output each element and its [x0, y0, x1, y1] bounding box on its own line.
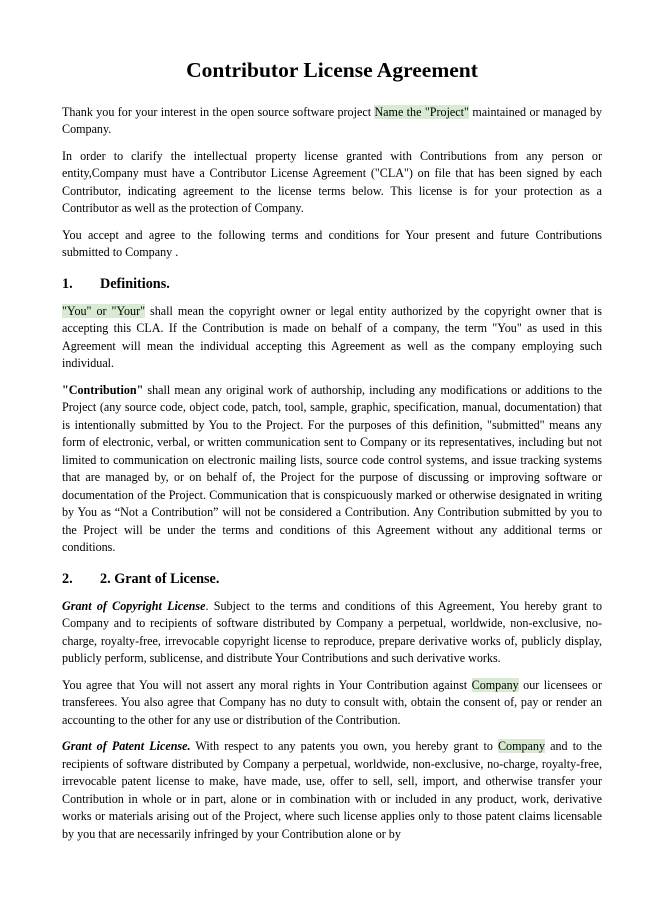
intro-paragraph-1 [62, 104, 602, 139]
patent-license-term: Grant of Patent License. [62, 739, 191, 754]
intro-text-after: maintained or managed by Company. [62, 104, 602, 137]
definition-text-contribution: shall mean any original work of authorship, including any modifications or additions to the Project (any source code, object code, patch, tool, sample, graphic, specification, manual, documentation) that is intentionally submitted by You to the Project. For the purposes of this definition, "submitted" means any form of electronic, verbal, or written communication sent to Company or its representatives, including but not limited to communication on electronic mailing lists, source code control systems, and issue tracking systems that are managed by, or on behalf of, the Project for the purpose of discussing or improving software or documentation of the Project. Communication that is conspicuously marked or otherwise designated in writing by You as “Not a Contribution” will not be considered a Contribution. Any Contribution submitted by you to the Project will be under the terms and conditions of this Agreement without any additional terms or conditions. [62, 382, 602, 555]
section-heading-grant [62, 570, 602, 588]
intro-paragraph-3: You accept and agree to the following terms and conditions for Your present and future Contributions submitted to Company . [62, 227, 602, 260]
definition-term-you: "You" or "Your" [62, 303, 146, 318]
project-name-highlight: Name the "Project" [374, 104, 469, 119]
company-highlight: Company [497, 739, 546, 754]
intro-text-before: Thank you for your interest in the open source software project [62, 104, 375, 119]
moral-rights-text-after: our licensees or transferees. You also agree that Company has no duty to consult with, obtain the consent of, pay or render an accounting to the other for any use or distribution of the Contribution. [62, 677, 603, 727]
intro-paragraph-2: In order to clarify the intellectual property license granted with Contributions from any person or entity,Company must have a Contributor License Agreement ("CLA") on file that has been signed by each Contributor, indicating agreement to the license terms below. This license is for your protection as a Contributor as well as the protection of Company. [62, 148, 602, 216]
section-title: 2. Grant of License. [100, 570, 220, 587]
definition-term-contribution: "Contribution" [62, 382, 144, 397]
copyright-license-term: Grant of Copyright License [62, 598, 206, 613]
copyright-license-text: . Subject to the terms and conditions of this Agreement, You hereby grant to Company and to recipients of software distributed by Company a perpetual, worldwide, non-exclusive, no-charge, royalty-free, irrevocable copyright license to reproduce, prepare derivative works of, publicly display, publicly perform, sublicense, and distribute Your Contributions and such derivative works. [62, 598, 602, 666]
document-page [62, 58, 602, 852]
company-highlight: Company [471, 677, 519, 692]
moral-rights-paragraph [62, 677, 602, 730]
definition-text-you: shall mean the copyright owner or legal entity authorized by the copyright owner that is accepting this CLA. If the Contribution is made on behalf of a company, the term "You" as used in this Agreement will mean the individual accepting this Agreement as well as the company employing such individual. [62, 303, 602, 371]
section-title: Definitions. [100, 275, 170, 292]
definition-you [62, 303, 602, 373]
patent-license-text-after: and to the recipients of software distributed by Company a perpetual, worldwide, non-exclusive, no-charge, royalty-free, irrevocable patent license to make, have made, use, offer to sell, sell, import, and otherwise transfer your Contribution in whole or in part, alone or in combination with or included in any product, work, derivative works or materials arising out of the Project, where such license applies only to those patent claims licensable by you that are necessarily infringed by your Contribution alone or by [62, 739, 602, 841]
moral-rights-text-before: You agree that You will not assert any moral rights in Your Contribution against [62, 677, 472, 692]
patent-license-text-before: With respect to any patents you own, you hereby grant to [190, 739, 498, 754]
definition-contribution [62, 382, 602, 557]
section-number: 2. [62, 570, 73, 587]
section-number: 1. [62, 275, 73, 292]
patent-license-paragraph [62, 738, 602, 843]
page-title: Contributor License Agreement [186, 58, 478, 82]
copyright-license-paragraph [62, 598, 602, 668]
section-heading-definitions [62, 275, 602, 293]
